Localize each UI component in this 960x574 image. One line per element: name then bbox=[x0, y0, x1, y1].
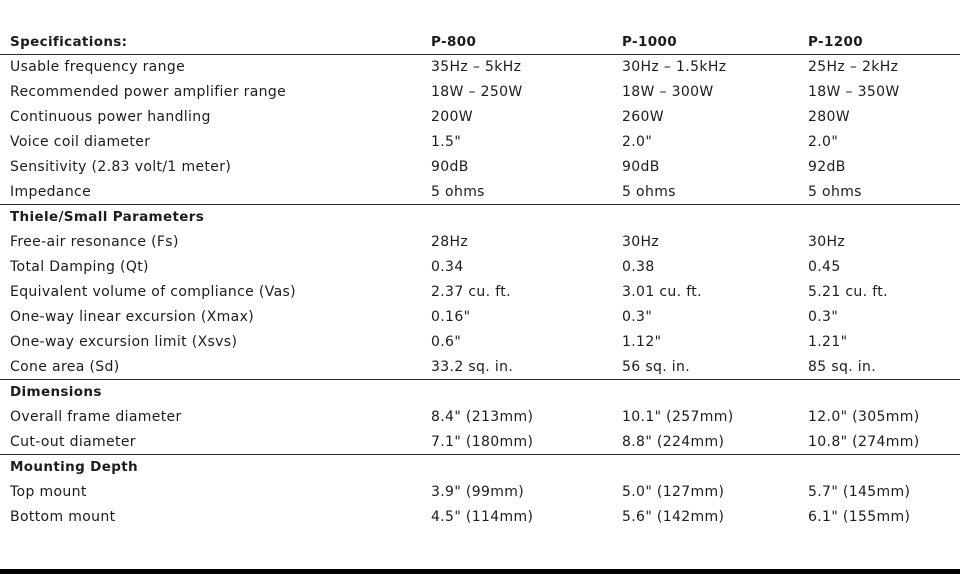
specifications-table bbox=[0, 30, 960, 530]
section-heading-row bbox=[0, 455, 960, 480]
value-p1000: 5.0" (127mm) bbox=[622, 484, 725, 500]
table-row bbox=[0, 180, 960, 205]
value-p1000: 18W – 300W bbox=[622, 84, 714, 100]
value-p1200: 12.0" (305mm) bbox=[808, 409, 920, 425]
table-row bbox=[0, 480, 960, 505]
row-label: One-way linear excursion (Xmax) bbox=[10, 309, 255, 325]
value-p800: 1.5" bbox=[431, 134, 462, 150]
row-label: Impedance bbox=[10, 184, 92, 200]
specifications-heading: Specifications: bbox=[10, 34, 128, 50]
row-label: Overall frame diameter bbox=[10, 409, 182, 425]
table-row bbox=[0, 55, 960, 80]
value-p800: 3.9" (99mm) bbox=[431, 484, 525, 500]
value-p1200: 6.1" (155mm) bbox=[808, 509, 911, 525]
table-row bbox=[0, 130, 960, 155]
section-heading-row bbox=[0, 380, 960, 405]
value-p1000: 3.01 cu. ft. bbox=[622, 284, 702, 300]
value-p1000: 0.3" bbox=[622, 309, 653, 325]
value-p800: 200W bbox=[431, 109, 473, 125]
value-p1200: 25Hz – 2kHz bbox=[808, 59, 899, 75]
table-row bbox=[0, 430, 960, 455]
model-header-p1200: P-1200 bbox=[808, 34, 863, 50]
value-p800: 0.6" bbox=[431, 334, 462, 350]
value-p1000: 30Hz – 1.5kHz bbox=[622, 59, 727, 75]
row-label: Free-air resonance (Fs) bbox=[10, 234, 179, 250]
value-p800: 35Hz – 5kHz bbox=[431, 59, 522, 75]
value-p1000: 5.6" (142mm) bbox=[622, 509, 725, 525]
value-p800: 2.37 cu. ft. bbox=[431, 284, 511, 300]
value-p800: 90dB bbox=[431, 159, 469, 175]
value-p1200: 92dB bbox=[808, 159, 846, 175]
value-p800: 0.16" bbox=[431, 309, 471, 325]
value-p800: 5 ohms bbox=[431, 184, 485, 200]
table-row bbox=[0, 355, 960, 380]
value-p1200: 30Hz bbox=[808, 234, 846, 250]
value-p800: 4.5" (114mm) bbox=[431, 509, 534, 525]
value-p800: 0.34 bbox=[431, 259, 464, 275]
row-label: Total Damping (Qt) bbox=[10, 259, 149, 275]
section-heading-row bbox=[0, 205, 960, 230]
value-p800: 18W – 250W bbox=[431, 84, 523, 100]
model-header-p800: P-800 bbox=[431, 34, 477, 50]
value-p1200: 85 sq. in. bbox=[808, 359, 877, 375]
value-p1000: 10.1" (257mm) bbox=[622, 409, 734, 425]
value-p1200: 10.8" (274mm) bbox=[808, 434, 920, 450]
value-p800: 33.2 sq. in. bbox=[431, 359, 514, 375]
table-row bbox=[0, 155, 960, 180]
table-row bbox=[0, 505, 960, 530]
row-label: Continuous power handling bbox=[10, 109, 211, 125]
value-p1200: 5.7" (145mm) bbox=[808, 484, 911, 500]
model-header-p1000: P-1000 bbox=[622, 34, 677, 50]
row-label: Sensitivity (2.83 volt/1 meter) bbox=[10, 159, 232, 175]
value-p1000: 56 sq. in. bbox=[622, 359, 691, 375]
row-label: Equivalent volume of compliance (Vas) bbox=[10, 284, 296, 300]
row-label: Cut-out diameter bbox=[10, 434, 136, 450]
value-p800: 8.4" (213mm) bbox=[431, 409, 534, 425]
row-label: Bottom mount bbox=[10, 509, 116, 525]
value-p1000: 8.8" (224mm) bbox=[622, 434, 725, 450]
table-row bbox=[0, 280, 960, 305]
value-p1200: 18W – 350W bbox=[808, 84, 900, 100]
value-p1000: 2.0" bbox=[622, 134, 653, 150]
table-row bbox=[0, 405, 960, 430]
section-heading: Mounting Depth bbox=[10, 459, 138, 475]
table-row bbox=[0, 105, 960, 130]
row-label: One-way excursion limit (Xsvs) bbox=[10, 334, 238, 350]
row-label: Top mount bbox=[10, 484, 87, 500]
value-p1000: 30Hz bbox=[622, 234, 660, 250]
row-label: Cone area (Sd) bbox=[10, 359, 120, 375]
table-row bbox=[0, 80, 960, 105]
value-p800: 28Hz bbox=[431, 234, 469, 250]
row-label: Voice coil diameter bbox=[10, 134, 151, 150]
table-body bbox=[0, 55, 960, 530]
row-label: Usable frequency range bbox=[10, 59, 186, 75]
value-p1000: 5 ohms bbox=[622, 184, 676, 200]
value-p1200: 1.21" bbox=[808, 334, 848, 350]
table-row bbox=[0, 305, 960, 330]
value-p1200: 280W bbox=[808, 109, 850, 125]
value-p1000: 0.38 bbox=[622, 259, 655, 275]
section-heading: Dimensions bbox=[10, 384, 102, 400]
table-row bbox=[0, 230, 960, 255]
value-p1000: 90dB bbox=[622, 159, 660, 175]
value-p1000: 260W bbox=[622, 109, 664, 125]
table-header-row bbox=[0, 30, 960, 55]
bottom-bar bbox=[0, 569, 960, 574]
section-heading: Thiele/Small Parameters bbox=[10, 209, 205, 225]
value-p1200: 2.0" bbox=[808, 134, 839, 150]
value-p800: 7.1" (180mm) bbox=[431, 434, 534, 450]
value-p1200: 5 ohms bbox=[808, 184, 862, 200]
row-label: Recommended power amplifier range bbox=[10, 84, 287, 100]
value-p1200: 5.21 cu. ft. bbox=[808, 284, 888, 300]
value-p1200: 0.3" bbox=[808, 309, 839, 325]
table-row bbox=[0, 255, 960, 280]
value-p1200: 0.45 bbox=[808, 259, 841, 275]
value-p1000: 1.12" bbox=[622, 334, 662, 350]
table-row bbox=[0, 330, 960, 355]
